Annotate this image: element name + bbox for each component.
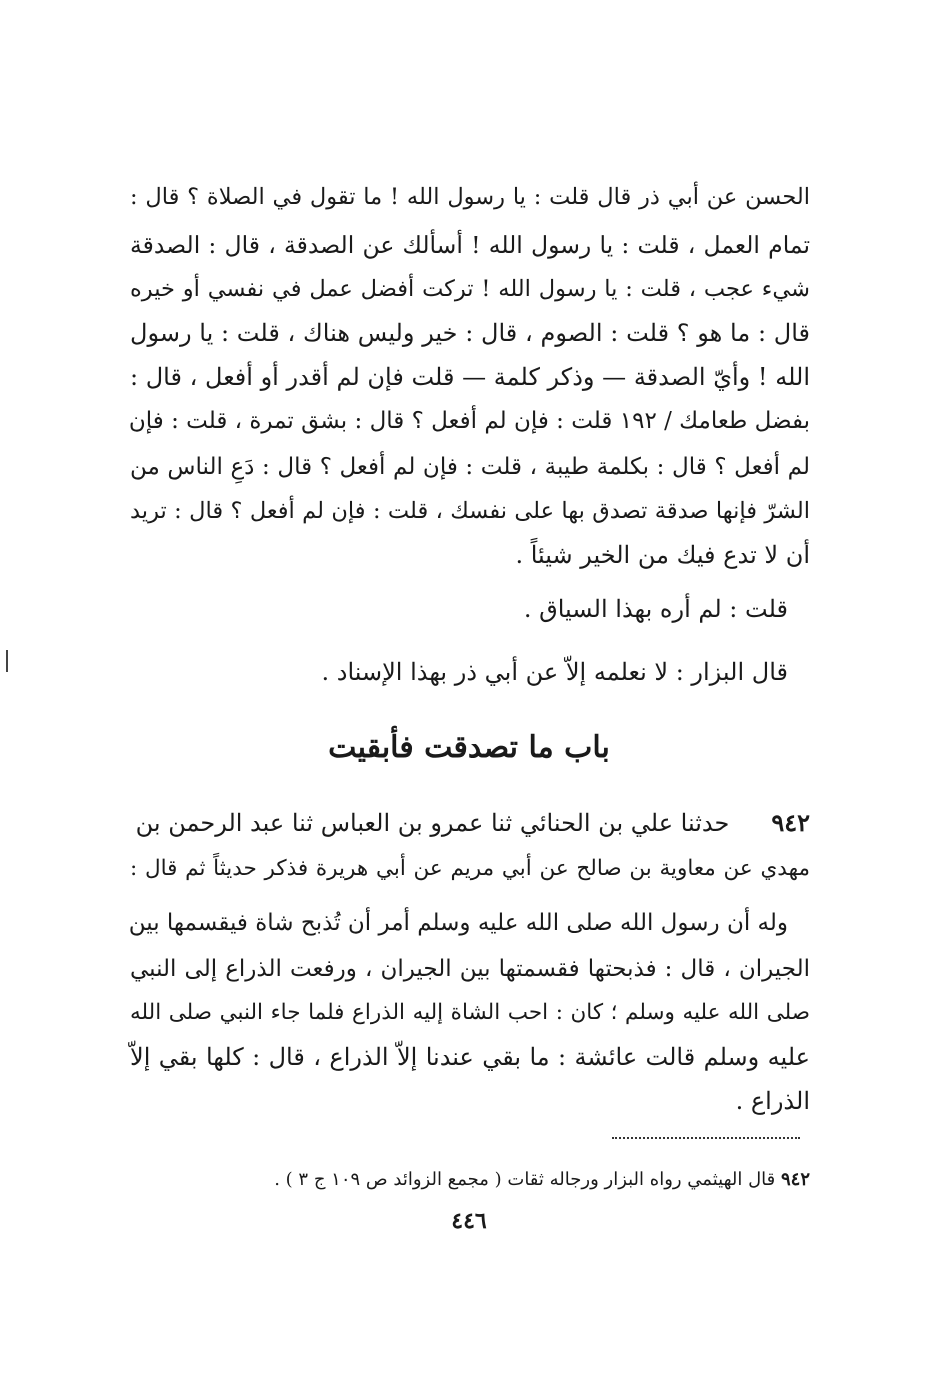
text-line: مهدي عن معاوية بن صالح عن أبي مريم عن أبي هريرة فذكر حديثاً ثم قال : — [130, 856, 810, 881]
editor-note: قلت : لم أره بهذا السياق . — [523, 595, 788, 623]
text-line: عليه وسلم قالت عائشة : ما بقي عندنا إلاّ الذراع ، قال : كلها بقي إلاّ — [130, 1043, 810, 1071]
text-line: قال : ما هو ؟ قلت : الصوم ، قال : خير وليس هناك ، قلت : يا رسول — [130, 319, 810, 347]
text-line: الشرّ فإنها صدقة تصدق بها على نفسك ، قلت : فإن لم أفعل ؟ قال : تريد — [130, 498, 810, 524]
scan-edge-mark — [6, 650, 8, 672]
text-line: الله ! وأيّ الصدقة — وذكر كلمة — قلت فإن لم أقدر أو أفعل ، قال : — [130, 363, 810, 391]
text-line: الذراع . — [735, 1087, 810, 1115]
chapter-heading: باب ما تصدقت فأبقيت — [328, 730, 610, 765]
text-line: الحسن عن أبي ذر قال قلت : يا رسول الله ! ما تقول في الصلاة ؟ قال : — [130, 184, 810, 210]
footnote-divider — [612, 1137, 800, 1139]
isnad-line-1 — [130, 806, 810, 840]
text-line: شيء عجب ، قلت : يا رسول الله ! تركت أفضل عمل في نفسي أو خيره — [130, 276, 810, 302]
text-line: أن لا تدع فيك من الخير شيئاً . — [515, 541, 810, 569]
footnote — [274, 1166, 810, 1194]
text-line: تمام العمل ، قلت : يا رسول الله ! أسألك عن الصدقة ، قال : الصدقة — [130, 231, 810, 259]
hadith-number: ٩٤٢ — [771, 808, 810, 837]
footnote-number: ٩٤٢ — [780, 1169, 810, 1190]
page-number: ٤٤٦ — [451, 1208, 487, 1234]
text-line: صلى الله عليه وسلم ؛ كان : احب الشاة إليه الذراع فلما جاء النبي صلى الله — [130, 1000, 810, 1025]
text-line: بفضل طعامك / ١٩٢ قلت : فإن لم أفعل ؟ قال : بشق تمرة ، قلت : فإن — [128, 408, 810, 434]
isnad-text: حدثنا علي بن الحنائي ثنا عمرو بن العباس ثنا عبد الرحمن بن — [135, 809, 730, 837]
text-line: لم أفعل ؟ قال : بكلمة طيبة ، قلت : فإن لم أفعل ؟ قال : دَعِ الناس من — [130, 454, 810, 480]
text-line: الجيران ، قال : فذبحتها فقسمتها بين الجيران ، ورفعت الذراع إلى النبي — [130, 956, 810, 982]
footnote-text: قال الهيثمي رواه البزار ورجاله ثقات ( مجمع الزوائد ص ١٠٩ ج ٣ ) . — [274, 1169, 776, 1190]
text-line: وله أن رسول الله صلى الله عليه وسلم أمر أن تُذبح شاة فيقسمها بين — [128, 910, 788, 936]
bazzar-note: قال البزار : لا نعلمه إلاّ عن أبي ذر بهذا الإسناد . — [321, 658, 788, 686]
